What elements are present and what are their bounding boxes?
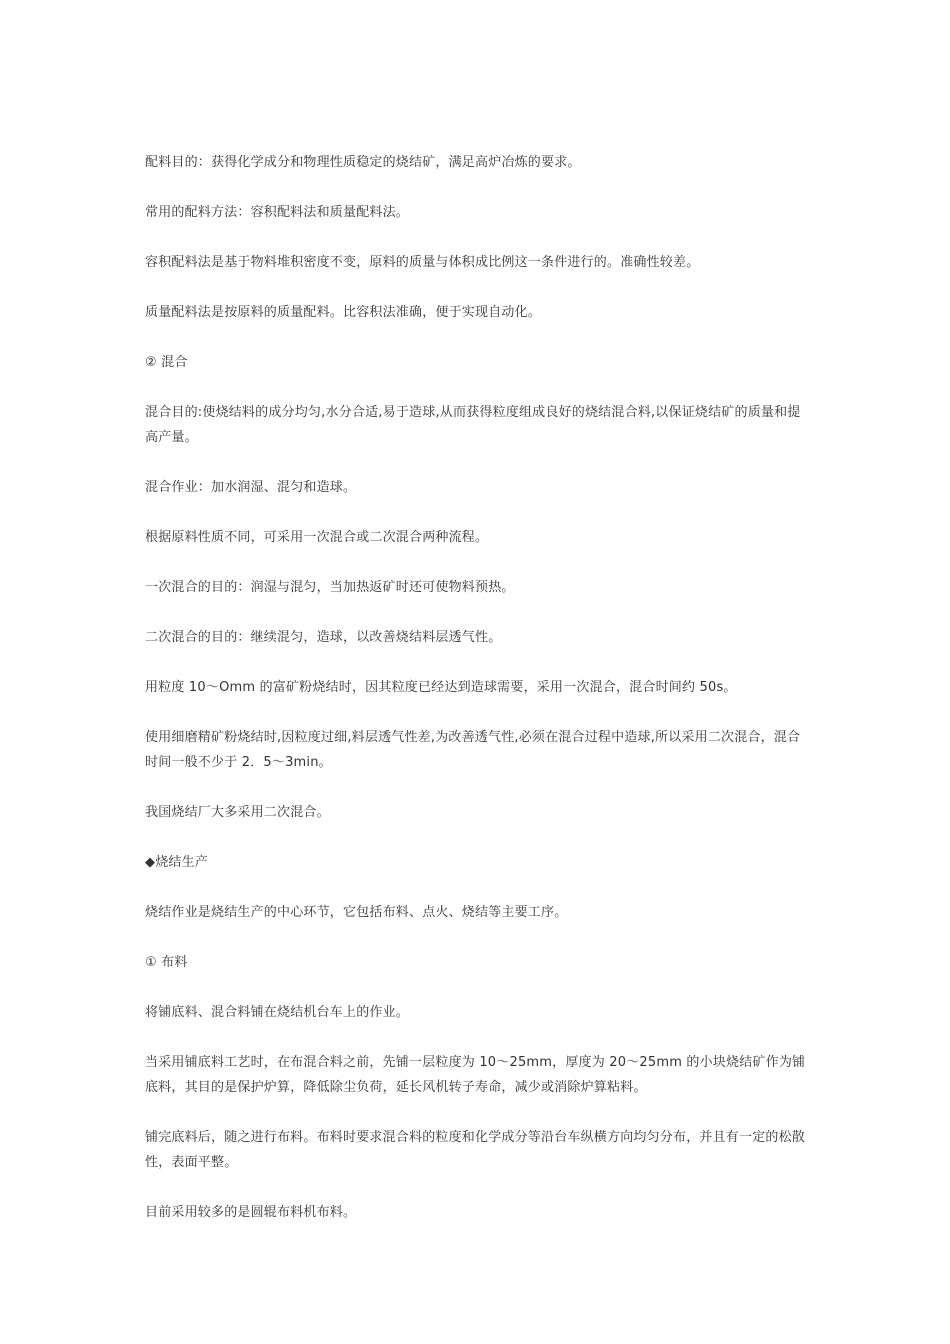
paragraph-feeding-requirements: 铺完底料后，随之进行布料。布料时要求混合料的粒度和化学成分等沿台车纵横方向均匀分布，并且有一定的松散性，表面平整。: [145, 1130, 806, 1170]
paragraph-domestic-practice: 我国烧结厂大多采用二次混合。: [145, 805, 330, 820]
section-heading-sintering-production: ◆烧结生产: [145, 855, 208, 870]
paragraph-batching-purpose: 配料目的：获得化学成分和物理性质稳定的烧结矿，满足高炉冶炼的要求。: [145, 155, 581, 170]
paragraph-mixing-operations: 混合作业：加水润湿、混匀和造球。: [145, 480, 357, 495]
paragraph-feeding-definition: 将铺底料、混合料铺在烧结机台车上的作业。: [145, 1005, 410, 1020]
paragraph-fine-concentrate-mixing: 使用细磨精矿粉烧结时,因粒度过细,料层透气性差,为改善透气性,必须在混合过程中造球,所以采用二次混合，混合时间一般不少于 2．5～3min。: [145, 730, 801, 770]
paragraph-mixing-flows: 根据原料性质不同，可采用一次混合或二次混合两种流程。: [145, 530, 489, 545]
paragraph-hearth-layer: 当采用铺底料工艺时，在布混合料之前，先铺一层粒度为 10～25mm，厚度为 20～25mm 的小块烧结矿作为铺底料，其目的是保护炉算，降低除尘负荷，延长风机转子寿命，减少或消除炉算粘料。: [145, 1055, 806, 1095]
paragraph-rich-ore-mixing: 用粒度 10～Omm 的富矿粉烧结时，因其粒度已经达到造球需要，采用一次混合，混合时间约 50s。: [145, 680, 737, 695]
paragraph-primary-mixing: 一次混合的目的：润湿与混匀，当加热返矿时还可使物料预热。: [145, 580, 515, 595]
paragraph-batching-methods: 常用的配料方法：容积配料法和质量配料法。: [145, 205, 410, 220]
paragraph-volumetric-batching: 容积配料法是基于物料堆积密度不变，原料的质量与体积成比例这一条件进行的。准确性较差。: [145, 255, 700, 270]
paragraph-secondary-mixing: 二次混合的目的：继续混匀，造球，以改善烧结料层透气性。: [145, 630, 502, 645]
paragraph-mass-batching: 质量配料法是按原料的质量配料。比容积法准确，便于实现自动化。: [145, 305, 542, 320]
section-heading-feeding: ① 布料: [145, 955, 188, 970]
document-body: [145, 150, 813, 1250]
section-heading-mixing: ② 混合: [145, 355, 188, 370]
paragraph-sintering-operations: 烧结作业是烧结生产的中心环节，它包括布料、点火、烧结等主要工序。: [145, 905, 568, 920]
paragraph-mixing-purpose: 混合目的:使烧结料的成分均匀,水分合适,易于造球,从而获得粒度组成良好的烧结混合料,以保证烧结矿的质量和提高产量。: [145, 405, 801, 445]
paragraph-roller-feeder: 目前采用较多的是圆辊布料机布料。: [145, 1205, 357, 1220]
